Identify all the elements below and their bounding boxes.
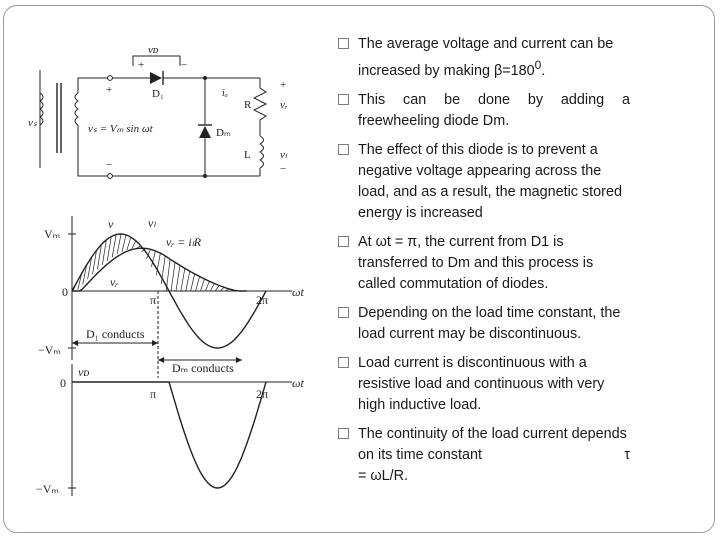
hatch-line — [191, 274, 195, 291]
hatch-line — [122, 235, 126, 252]
bullet-item — [338, 90, 630, 132]
vs-label: vₛ — [28, 117, 37, 129]
circuit-diagram — [28, 44, 288, 178]
hatch-line — [117, 234, 121, 254]
d1-diode — [150, 72, 162, 84]
hatch-line — [186, 271, 190, 291]
bullet-item — [338, 353, 630, 416]
d1-label: D₁ — [152, 88, 164, 100]
d1-conducts-label: D₁ conducts — [86, 327, 145, 341]
arrowhead — [72, 340, 78, 346]
diode-voltage-plot — [36, 364, 304, 496]
vl-label: vₗ — [280, 149, 287, 161]
bullet-text-tail: = ωL/R. — [358, 467, 409, 484]
vr-label: vᵣ — [280, 99, 288, 111]
hatch-line — [215, 285, 219, 291]
bullet-text-main: The continuity of the load current depends on its time constant — [358, 425, 627, 463]
vd-pi-label: π — [150, 387, 157, 401]
pi-label: π — [150, 293, 157, 307]
inductor — [260, 136, 264, 168]
plus-sign: + — [138, 59, 145, 71]
secondary-top-wire — [78, 78, 150, 93]
bullet-item — [338, 232, 630, 295]
terminal — [108, 174, 113, 179]
v-label: v — [108, 217, 114, 231]
vd-label: vᴅ — [148, 44, 159, 56]
node — [203, 76, 207, 80]
hatch-line — [127, 237, 131, 250]
arrowhead — [158, 357, 164, 363]
vm-label: Vₘ — [44, 227, 61, 241]
bullet-text: This can be done by adding a freewheeling diode Dm. — [358, 91, 630, 129]
hatch-line — [210, 283, 214, 291]
hatch-line — [171, 262, 175, 291]
neg-vm-label: −Vₘ — [38, 343, 61, 357]
bullet-marker-icon — [338, 236, 349, 247]
bullet-marker-icon — [338, 144, 349, 155]
node — [203, 174, 207, 178]
bullet-text — [358, 424, 630, 487]
vr-curve-label: vᵣ — [110, 275, 119, 289]
load-current-curve — [72, 248, 247, 291]
hatch-line — [181, 268, 185, 291]
vd-neg-vm-label: −Vₘ — [36, 482, 59, 496]
hatch-line — [176, 265, 180, 291]
minus-sign: − — [106, 159, 113, 171]
bullet-text: Load current is discontinuous with a resistive load and continuous with very high inductive load. — [358, 354, 605, 413]
dm-conducts-label: Dₘ conducts — [172, 361, 234, 375]
bullet-marker-icon — [338, 428, 349, 439]
arrowhead — [236, 357, 242, 363]
bullet-marker-icon — [338, 94, 349, 105]
vd-axis-label: vᴅ — [78, 365, 90, 379]
hatch-line — [112, 235, 116, 258]
zero-label: 0 — [62, 285, 68, 299]
bullet-list — [338, 34, 630, 495]
bullet-marker-icon — [338, 357, 349, 368]
bullet-item — [338, 34, 630, 82]
bullet-item — [338, 303, 630, 345]
hatch-line — [107, 237, 111, 261]
wt-label: ωt — [292, 285, 304, 299]
l-label: L — [244, 149, 251, 161]
plus-sign: + — [280, 79, 287, 91]
bullet-text: The average voltage and current can be increased by making $\beta=180^0$. — [358, 36, 614, 79]
plus-sign: + — [106, 84, 113, 96]
vd-wt-label: ωt — [292, 376, 304, 390]
bullet-text: Depending on the load time constant, the load current may be discontinuous. — [358, 304, 621, 342]
bullet-text: At ωt = π, the current from D1 is transferred to Dm and this process is called commutation of diodes. — [358, 233, 594, 292]
vd-two-pi-label: 2π — [256, 387, 269, 401]
resistor — [254, 88, 266, 120]
bullet-item — [338, 140, 630, 224]
r-label: R — [244, 99, 252, 111]
hatch-line — [132, 241, 136, 249]
dm-label: Dₘ — [216, 127, 231, 139]
two-pi-label: 2π — [256, 293, 269, 307]
hatch-line — [200, 279, 204, 291]
vd-zero-label: 0 — [60, 376, 66, 390]
tau-symbol: τ — [624, 446, 630, 463]
hatch-region — [73, 234, 229, 291]
dm-diode — [199, 126, 211, 138]
diode-voltage-curve — [72, 382, 269, 488]
hatch-line — [220, 287, 224, 291]
vr-equation: vᵣ = iₗR — [166, 235, 202, 249]
source-equation: vₛ = Vₘ sin ωt — [88, 123, 153, 135]
bullet-text: The effect of this diode is to prevent a negative voltage appearing across the load, and as a result, the magnetic stored energy is increased — [358, 141, 622, 221]
minus-sign: − — [181, 59, 188, 71]
io-label: iₒ — [222, 88, 228, 99]
bullet-item — [338, 424, 630, 487]
hatch-line — [196, 276, 200, 291]
rectifier-figure — [30, 38, 330, 506]
hatch-line — [205, 281, 209, 291]
load-waveform-plot — [38, 216, 304, 378]
vl-curve-label: vₗ — [148, 216, 156, 230]
bullet-marker-icon — [338, 38, 349, 49]
minus-sign: − — [280, 163, 287, 175]
arrowhead — [152, 340, 158, 346]
bullet-marker-icon — [338, 307, 349, 318]
terminal — [108, 76, 113, 81]
secondary-coil — [75, 93, 78, 125]
